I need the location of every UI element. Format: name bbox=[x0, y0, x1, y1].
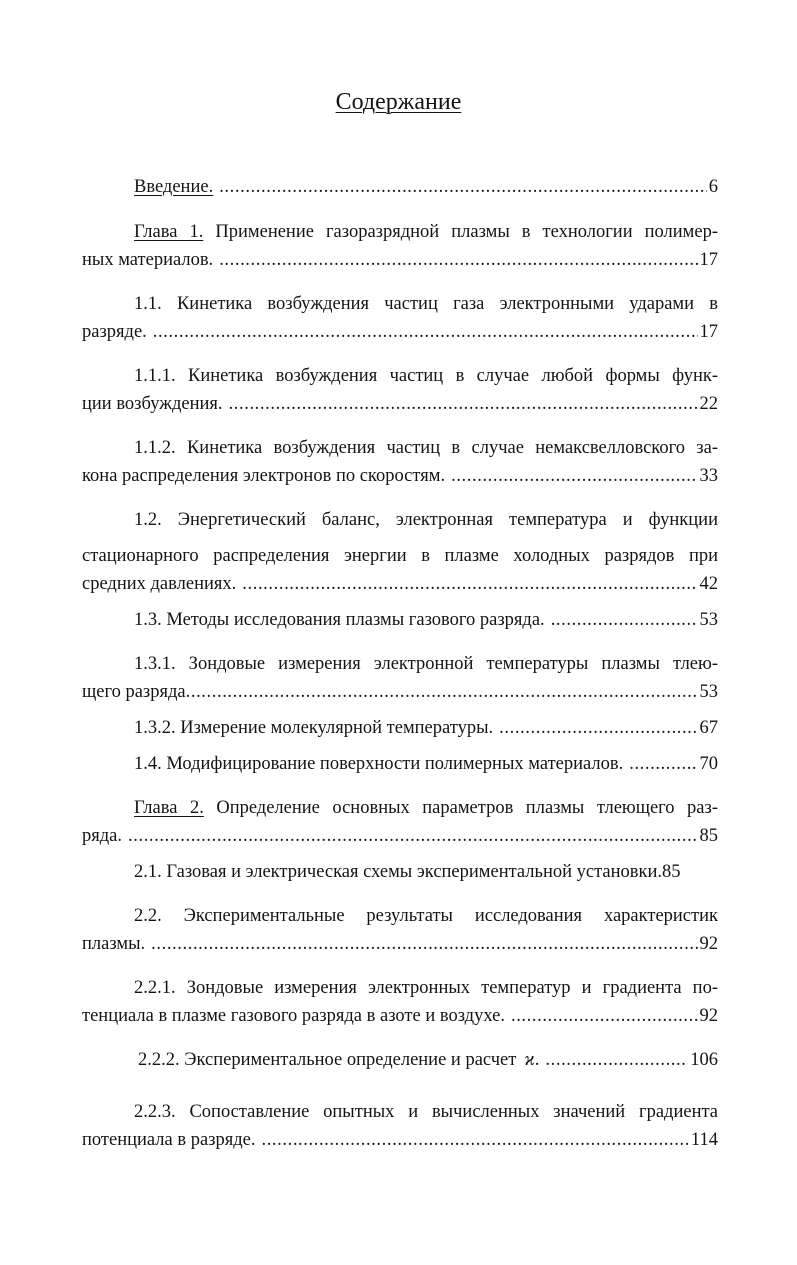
dot-leader bbox=[551, 610, 698, 631]
toc-entry-2-2-1-cont bbox=[82, 1006, 718, 1042]
toc-entry-line: Определение основных параметров плазмы тлеющего раз- bbox=[216, 798, 718, 818]
kappa-symbol: ϰ bbox=[524, 1050, 535, 1070]
toc-entry-line: стационарного распределения энергии в плазме холодных разрядов при bbox=[82, 546, 718, 566]
dot-leader bbox=[499, 718, 697, 739]
period-mark: . bbox=[534, 1050, 540, 1070]
toc-entry-1-1-cont bbox=[82, 322, 718, 358]
dot-leader bbox=[186, 682, 698, 703]
toc-entry-line: 2.2.1. Зондовые измерения электронных температур и градиента по- bbox=[134, 978, 718, 998]
dot-leader bbox=[629, 754, 697, 775]
toc-page-number: 53 bbox=[699, 610, 718, 630]
toc-entry-label: 2.1. Газовая и электрическая схемы экспериментальной установки. bbox=[134, 862, 663, 882]
dot-leader bbox=[219, 250, 697, 271]
dot-leader bbox=[451, 466, 697, 487]
toc-page-number: 53 bbox=[699, 682, 718, 702]
toc-entry-line: ных материалов. bbox=[82, 250, 214, 270]
toc-page-number: 106 bbox=[690, 1050, 718, 1070]
toc-entry-line: 2.2. Экспериментальные результаты исследования характеристик bbox=[134, 906, 718, 926]
toc-entry-line: 1.1. Кинетика возбуждения частиц газа электронными ударами в bbox=[134, 294, 718, 314]
toc-entry-line: щего разряда bbox=[82, 682, 186, 702]
toc-entry-line: 1.1.1. Кинетика возбуждения частиц в случае любой формы функ- bbox=[134, 366, 718, 386]
toc-entry-1-2-cont bbox=[82, 538, 718, 574]
toc-entry-line: тенциала в плазме газового разряда в азоте и воздухе. bbox=[82, 1006, 505, 1026]
toc-entry-2-2-3-cont bbox=[82, 1130, 718, 1166]
toc-entry-1-1-2[interactable] bbox=[82, 430, 718, 466]
toc-entry-intro[interactable] bbox=[82, 177, 718, 214]
toc-entry-line: средних давлениях. bbox=[82, 574, 237, 594]
toc-entry-line: потенциала в разряде. bbox=[82, 1130, 256, 1150]
toc-entry-1-3-1-cont bbox=[82, 682, 718, 718]
toc-entry-2-2[interactable] bbox=[82, 898, 718, 934]
toc-page-number: 85 bbox=[662, 862, 681, 882]
dot-leader bbox=[545, 1050, 688, 1071]
toc-entry-2-2-2[interactable] bbox=[82, 1050, 718, 1086]
dot-leader bbox=[229, 394, 698, 415]
toc-entry-1-1-2-cont bbox=[82, 466, 718, 502]
toc-page-number: 114 bbox=[690, 1130, 718, 1150]
toc-entry-line: плазмы. bbox=[82, 934, 146, 954]
toc-entry-2-2-cont bbox=[82, 934, 718, 970]
toc-page-number: 6 bbox=[708, 177, 718, 197]
toc-page-number: 67 bbox=[699, 718, 718, 738]
toc-entry-2-2-3[interactable] bbox=[82, 1094, 718, 1130]
toc-entry-chapter-1-cont bbox=[82, 250, 718, 286]
toc-page-number: 22 bbox=[699, 394, 718, 414]
dot-leader bbox=[128, 826, 697, 847]
toc-entry-1-2-cont2 bbox=[82, 574, 718, 610]
toc-entry-line: ряда. bbox=[82, 826, 123, 846]
toc-page-number: 92 bbox=[699, 1006, 718, 1026]
toc-page-number: 42 bbox=[699, 574, 718, 594]
toc-entry-chapter-2-cont bbox=[82, 826, 718, 862]
dot-leader bbox=[219, 177, 707, 198]
toc-page-number: 17 bbox=[699, 322, 718, 342]
dot-leader bbox=[242, 574, 697, 595]
toc-entry-1-3[interactable] bbox=[82, 610, 718, 646]
toc-entry-line: ции возбуждения. bbox=[82, 394, 223, 414]
toc-entry-1-1-1-cont bbox=[82, 394, 718, 430]
dot-leader bbox=[153, 322, 698, 343]
toc-entry-line: 2.2.3. Сопоставление опытных и вычисленных значений градиента bbox=[134, 1102, 718, 1122]
toc-entry-label: 1.3.2. Измерение молекулярной температуры. bbox=[134, 718, 494, 738]
toc-entry-line: Применение газоразрядной плазмы в технологии полимер- bbox=[215, 222, 718, 242]
page-title bbox=[0, 84, 797, 120]
toc-entry-chapter-2[interactable] bbox=[82, 790, 718, 826]
toc-entry-chapter-1[interactable] bbox=[82, 214, 718, 250]
toc-entry-line: 1.2. Энергетический баланс, электронная температура и функции bbox=[134, 510, 718, 530]
toc-entry-label: 1.3. Методы исследования плазмы газового разряда. bbox=[134, 610, 545, 630]
toc-entry-1-1[interactable] bbox=[82, 286, 718, 322]
toc-page-number: 92 bbox=[699, 934, 718, 954]
toc-page-number: 33 bbox=[699, 466, 718, 486]
toc-entry-2-2-1[interactable] bbox=[82, 970, 718, 1006]
toc-entry-label: 1.4. Модифицирование поверхности полимерных материалов. bbox=[134, 754, 624, 774]
toc-entry-1-4[interactable] bbox=[82, 754, 718, 790]
toc-entry-1-2[interactable] bbox=[82, 502, 718, 538]
chapter-prefix[interactable]: Глава 1. bbox=[134, 222, 204, 242]
toc-page-number: 85 bbox=[699, 826, 718, 846]
toc-entry-1-3-2[interactable] bbox=[82, 718, 718, 754]
toc-entry-1-1-1[interactable] bbox=[82, 358, 718, 394]
dot-leader bbox=[151, 934, 697, 955]
table-of-contents bbox=[82, 177, 718, 1166]
toc-page-number: 70 bbox=[699, 754, 718, 774]
toc-entry-label[interactable]: Введение. bbox=[134, 177, 214, 197]
toc-entry-1-3-1[interactable] bbox=[82, 646, 718, 682]
toc-entry-line: 1.1.2. Кинетика возбуждения частиц в случае немаксвелловского за- bbox=[134, 438, 718, 458]
toc-page-number: 17 bbox=[699, 250, 718, 270]
page-title-text: Содержание bbox=[335, 89, 462, 115]
toc-entry-line: разряде. bbox=[82, 322, 147, 342]
dot-leader bbox=[261, 1130, 688, 1151]
dot-leader bbox=[511, 1006, 698, 1027]
toc-entry-label: 2.2.2. Экспериментальное определение и расчет bbox=[138, 1050, 517, 1070]
chapter-prefix[interactable]: Глава 2. bbox=[134, 798, 204, 818]
toc-entry-2-1[interactable] bbox=[82, 862, 718, 898]
toc-entry-line: 1.3.1. Зондовые измерения электронной температуры плазмы тлею- bbox=[134, 654, 718, 674]
toc-entry-line: кона распределения электронов по скоростям. bbox=[82, 466, 446, 486]
